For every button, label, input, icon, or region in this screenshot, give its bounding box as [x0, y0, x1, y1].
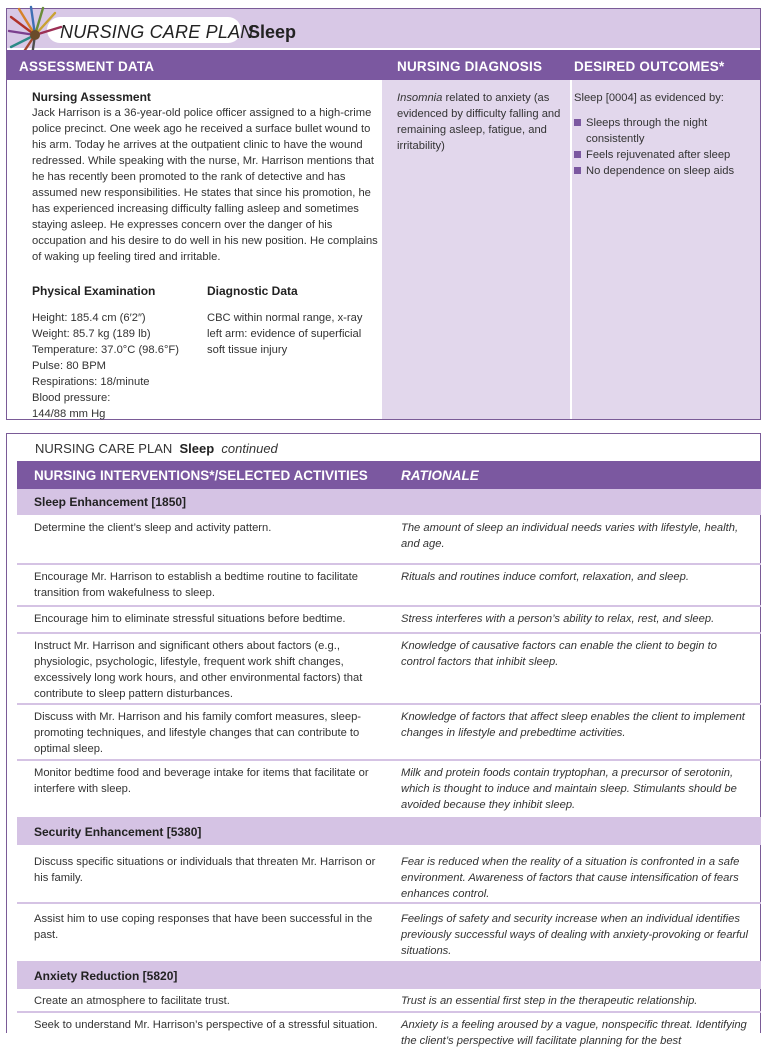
rationale-text: Trust is an essential first step in the therapeutic relationship.: [401, 995, 698, 1007]
physical-examination: [32, 283, 202, 422]
rationale-text: Rituals and routines induce comfort, relaxation, and sleep.: [401, 571, 689, 583]
rationale-text: The amount of sleep an individual needs varies with lifestyle, health, and age.: [401, 522, 739, 550]
bullet-square-icon: [574, 151, 581, 158]
continued-title: NURSING CARE PLAN Sleep continued: [35, 441, 278, 456]
table-row: [17, 705, 761, 761]
intervention-text: Discuss specific situations or individuals that threaten Mr. Harrison or his family.: [34, 856, 376, 884]
interventions-header-bar: [17, 461, 761, 489]
rationale-text: Stress interferes with a person’s ability to relax, rest, and sleep.: [401, 613, 715, 625]
intervention-text: Assist him to use coping responses that have been successful in the past.: [34, 913, 373, 941]
nursing-assessment: [32, 89, 378, 265]
section-header: Security Enhancement [5380]: [17, 819, 761, 845]
intervention-text: Determine the client’s sleep and activity pattern.: [34, 522, 272, 534]
plan-topic: Sleep: [248, 22, 297, 42]
rationale-text: Feelings of safety and security increase when an individual identifies previously successful ways of dealing with anxiety-provoking or fearful situations.: [401, 913, 748, 957]
diagnostic-data-text: CBC within normal range, x-ray left arm: evidence of superficial soft tissue injury: [207, 312, 363, 356]
assessment-column-header: ASSESSMENT DATA: [19, 59, 155, 74]
intervention-text: Monitor bedtime food and beverage intake for items that facilitate or interfere with sleep.: [34, 767, 369, 795]
section-header: Sleep Enhancement [1850]: [17, 489, 761, 515]
title-bar: [7, 9, 760, 48]
vital-line: Temperature: 37.0°C (98.6°F): [32, 344, 179, 356]
table-row: [17, 515, 761, 565]
rationale-text: Milk and protein foods contain tryptophan, a precursor of serotonin, which is thought to induce and maintain sleep. Stimulants should be avoided because they inhibit sleep.: [401, 767, 737, 811]
interventions-column-header: NURSING INTERVENTIONS*/SELECTED ACTIVITIES: [34, 468, 368, 483]
vital-line: Blood pressure:: [32, 392, 111, 404]
plan-title: NURSING CARE PLAN: [60, 22, 254, 42]
care-plan-continued-panel: [6, 433, 761, 1047]
table-row: [17, 1013, 761, 1053]
table-row: [17, 607, 761, 634]
diagnosis-column-header: NURSING DIAGNOSIS: [397, 59, 543, 74]
table-row: [17, 565, 761, 607]
rationale-text: Knowledge of causative factors can enable the client to begin to control factors that inhibit sleep.: [401, 640, 717, 668]
section-header: Anxiety Reduction [5820]: [17, 963, 761, 989]
desired-outcomes: [574, 90, 754, 179]
bullet-square-icon: [574, 167, 581, 174]
outcomes-list: [574, 115, 754, 179]
outcome-item: Sleeps through the night consistently: [574, 115, 754, 147]
intervention-text: Encourage him to eliminate stressful situations before bedtime.: [34, 613, 346, 625]
intervention-text: Discuss with Mr. Harrison and his family comfort measures, sleep-promoting techniques, and lifestyle changes that can contribute to optimal sleep.: [34, 711, 362, 755]
intervention-text: Create an atmosphere to facilitate trust.: [34, 995, 230, 1007]
intervention-text: Seek to understand Mr. Harrison’s perspective of a stressful situation.: [34, 1019, 378, 1031]
outcomes-intro: Sleep [0004] as evidenced by:: [574, 92, 724, 104]
nursing-assessment-text: Jack Harrison is a 36-year-old police officer assigned to a high-crime police precinct. One week ago he received a surface bullet wound to his arm. Today he arrives at the outpatient clinic to have the wound redressed. While speaking with the nurse, Mr. Harrison mentions that he has recently been promoted to the rank of detective and has assumed new responsibilities. He states that since his promotion, he has experienced increasing difficulty falling asleep and sometimes staying asleep. He expresses concern over the danger of his occupation and his desire to do well in his new position. He complains of waking up feeling tired and irritable.: [32, 107, 378, 263]
rationale-text: Knowledge of factors that affect sleep enables the client to implement changes in lifestyle and prebedtime activities.: [401, 711, 745, 739]
diagnostic-data-heading: Diagnostic Data: [207, 284, 298, 298]
care-plan-panel: [6, 8, 761, 420]
column-header-bar: [7, 50, 760, 80]
table-row: [17, 845, 761, 904]
rationale-text: Anxiety is a feeling aroused by a vague, nonspecific threat. Identifying the client’s perspective will facilitate planning for the best: [401, 1019, 747, 1047]
outcome-item: No dependence on sleep aids: [574, 163, 754, 179]
vital-line: Pulse: 80 BPM: [32, 360, 106, 372]
table-row: [17, 904, 761, 963]
interventions-table: [17, 461, 761, 1053]
intervention-text: Instruct Mr. Harrison and significant others about factors (e.g., physiologic, psychologic, lifestyle, frequent work shift changes, excessively long work hours, and other environmental factors) that contribute to sleep pattern disturbances.: [34, 640, 363, 700]
vital-line: Respirations: 18/minute: [32, 376, 150, 388]
vital-line: Height: 185.4 cm (6′2″): [32, 312, 146, 324]
diagnostic-data: [207, 283, 377, 358]
rationale-text: Fear is reduced when the reality of a situation is confronted in a safe environment. Awareness of factors that cause intensification of fears enhances control.: [401, 856, 740, 900]
continued-topic: Sleep: [179, 441, 215, 456]
outcome-item: Feels rejuvenated after sleep: [574, 147, 754, 163]
diagnosis-term: Insomnia: [397, 92, 443, 104]
nursing-diagnosis: [397, 90, 562, 154]
continued-suffix: continued: [221, 441, 278, 456]
table-row: [17, 989, 761, 1013]
bullet-square-icon: [574, 119, 581, 126]
intervention-text: Encourage Mr. Harrison to establish a bedtime routine to facilitate transition from wakefulness to sleep.: [34, 571, 358, 599]
table-row: [17, 634, 761, 705]
rationale-column-header: RATIONALE: [401, 468, 479, 483]
nursing-assessment-heading: Nursing Assessment: [32, 90, 151, 104]
table-row: [17, 761, 761, 819]
vital-line: 144/88 mm Hg: [32, 408, 106, 420]
diagnosis-text: related to anxiety (as evidenced by difficulty falling and remaining asleep, fatigue, and irritability): [397, 92, 561, 152]
outcomes-column-header: DESIRED OUTCOMES*: [574, 59, 725, 74]
vital-line: Weight: 85.7 kg (189 lb): [32, 328, 151, 340]
physical-examination-heading: Physical Examination: [32, 284, 156, 298]
